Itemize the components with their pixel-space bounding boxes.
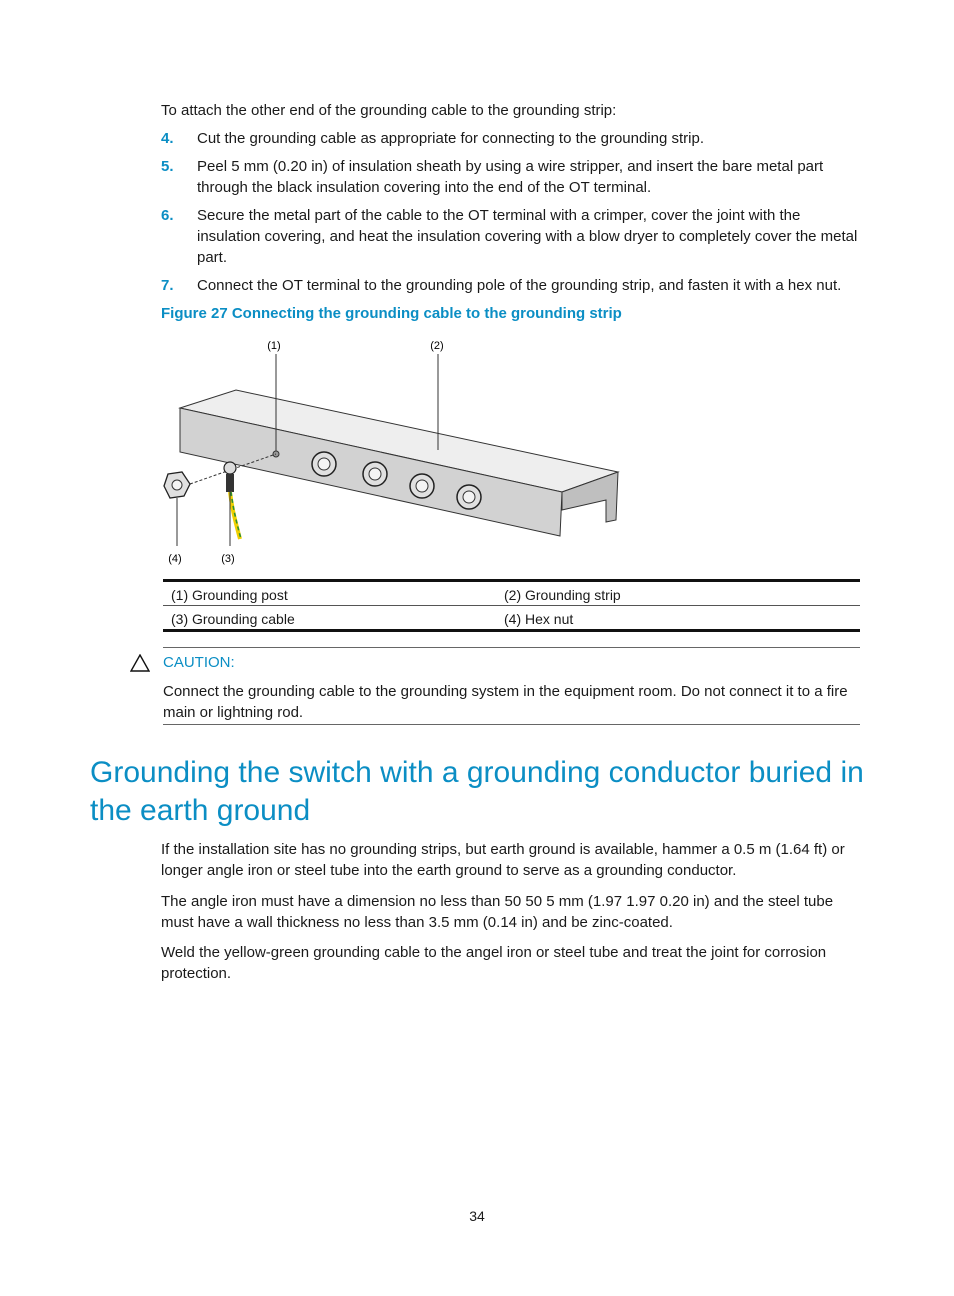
warning-triangle-icon: [130, 654, 150, 672]
step-text: Peel 5 mm (0.20 in) of insulation sheath by using a wire stripper, and insert the bare metal part through the black insulation covering into the end of the OT terminal.: [197, 158, 824, 196]
caution-rule: [163, 647, 860, 648]
callout-2: (2): [430, 340, 444, 352]
table-row: [163, 581, 860, 606]
list-item: [161, 275, 865, 296]
callout-4: (4): [168, 553, 182, 565]
figure-caption: Figure 27 Connecting the grounding cable to the grounding strip: [161, 305, 622, 322]
list-item: [161, 156, 865, 198]
step-number: 6.: [161, 207, 174, 224]
callout-3: (3): [221, 553, 235, 565]
callout-1: (1): [267, 340, 281, 352]
step-list: [161, 128, 865, 303]
paragraph: The angle iron must have a dimension no less than 50 50 5 mm (1.97 1.97 0.20 in) and the steel tube must have a wall thickness no less than 3.5 mm (0.14 in) and be zinc-coated.: [161, 893, 834, 931]
caution-text: Connect the grounding cable to the grounding system in the equipment room. Do not connect it to a fire main or lightning rod.: [163, 681, 860, 725]
legend-cell: (4) Hex nut: [496, 606, 860, 631]
caution-label: CAUTION:: [163, 654, 235, 671]
step-text: Connect the OT terminal to the grounding pole of the grounding strip, and fasten it with a hex nut.: [197, 277, 842, 294]
paragraph: If the installation site has no grounding strips, but earth ground is available, hammer a 0.5 m (1.64 ft) or longer angle iron or steel tube into the earth ground to serve as a grounding conductor.: [161, 841, 845, 879]
list-item: [161, 128, 865, 149]
paragraph: Weld the yellow-green grounding cable to the angel iron or steel tube and treat the joint for corrosion protection.: [161, 944, 827, 982]
page-number: 34: [469, 1208, 485, 1224]
legend-cell: (3) Grounding cable: [163, 606, 496, 631]
step-number: 4.: [161, 130, 174, 147]
legend-cell: (1) Grounding post: [163, 581, 496, 606]
step-text: Cut the grounding cable as appropriate for connecting to the grounding strip.: [197, 130, 704, 147]
list-item: [161, 205, 865, 268]
figure-legend-table: [163, 579, 860, 632]
terminal-sleeve: [226, 474, 234, 492]
step-text: Secure the metal part of the cable to the OT terminal with a crimper, cover the joint with the insulation covering, and heat the insulation covering with a blow dryer to completely cover the metal part.: [197, 207, 858, 266]
table-row: [163, 606, 860, 631]
legend-cell: (2) Grounding strip: [496, 581, 860, 606]
ot-terminal: [224, 462, 236, 474]
section-title: Grounding the switch with a grounding conductor buried in the earth ground: [90, 756, 864, 827]
intro-text: To attach the other end of the grounding cable to the grounding strip:: [161, 102, 617, 119]
grounding-strip-figure: [160, 334, 630, 574]
step-number: 7.: [161, 277, 174, 294]
step-number: 5.: [161, 158, 174, 175]
